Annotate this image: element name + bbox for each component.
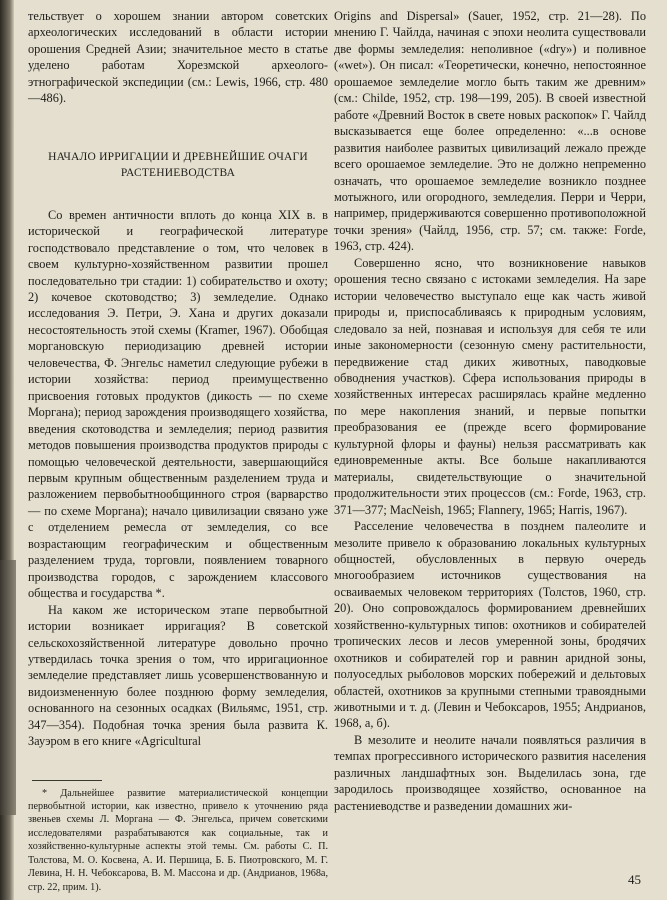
right-paragraph-3: Расселение человечества в позднем палеолите и мезолите привело к образованию локальных культурных общностей, обусловленных в первую очередь многообразием источников существования на осваиваемых человеком территориях (Толстов, 1960, стр. 20). Оно сопровождалось формированием древнейших хозяйственно-культурных типов: охотников и собирателей тропических лесов и лесов умеренной зоны, бродячих охотников и собирателей гор и равнин аридной зоны, полуоседлых рыболовов морских побережий и дельтовых областей, охотников за крупными степными травоядными животными и т. д. (Левин и Чебоксаров, 1955; Андрианов, 1968, а, б). bbox=[334, 519, 646, 731]
section-heading: НАЧАЛО ИРРИГАЦИИ И ДРЕВНЕЙШИЕ ОЧАГИ РАСТЕНИЕВОДСТВА bbox=[48, 150, 308, 179]
left-paragraph-2: На каком же историческом этапе первобытной истории возникает ирригация? В советской сельскохозяйственной литературе довольно прочно утвердилась точка зрения о том, что ирригационное земледелие представляет лишь усовершенствованную и видоизмененную более позднюю форму земледелия, основанного на сезонных осадках (Вильямс, 1951, стр. 347—354). Подобная точка зрения была развита К. Зауэром в его книге «Agricultural bbox=[28, 602, 328, 749]
left-paragraph-1: Со времен античности вплоть до конца XIX в. в исторической и географической литературе господствовало представление о том, что человек в своем культурно-хозяйственном развитии прошел последовательно три стадии: 1) собирательство и охоту; 2) кочевое скотоводство; 3) земледелие. Однако исследования Э. Петри, Э. Хана и других доказали несостоятельность этой схемы (Kramer, 1967). Обобщая моргановскую периодизацию древней истории человечества, Ф. Энгельс наметил следующие рубежи в истории хозяйства: период преимущественно присвоения готовых продуктов (дикость — по схеме Моргана); период зарождения производящего хозяйства, введения скотоводства и земледелия; период развития методов повышения производства продуктов природы с помощью человеческой деятельности, завершающийся первым крупным общественным разделением труда и разложением первобытнообщинного строя (варварство — по схеме Моргана); начало цивилизации связано уже с отделением ремесла от земледелия, со все возрастающим географическим и общественным разделением труда, торговли, появлением товарного производства городов, с зарождением классового общества и государства *. bbox=[28, 207, 328, 601]
footnote-divider bbox=[32, 780, 102, 781]
right-paragraph-1: Origins and Dispersal» (Sauer, 1952, стр. 21—28). По мнению Г. Чайлда, начиная с эпохи неолита существовали две формы земледелия: неполивное («dry») и поливное («wet»). Он писал: «Теоретически, конечно, непостоянное орошаемое земледелие могло быть таким же древним» (см.: Childe, 1952, стр. 198—199, 205). В своей известной работе «Древний Восток в свете новых раскопок» Г. Чайлд высказывается еще более определенно: «...в основе развития наиболее развитых цивилизаций лежало прежде всего орошаемое земледелие. Это не должно непременно означать, что орошаемое земледелие возникло позднее мотыжного, или огородного, земледелия. Перри и Черри, например, придерживаются совершенно противоположной точки зрения» (Чайлд, 1956, стр. 57; см. также: Forde, 1963, стр. 424). bbox=[334, 9, 646, 254]
left-intro-paragraph: тельствует о хорошем знании автором советских археологических исследований в области истории орошения Средней Азии; значительное место в статье уделено работам Хорезмской археолого-этнографической экспедиции (см.: Lewis, 1966, стр. 480—486). bbox=[28, 9, 328, 106]
page-number: 45 bbox=[628, 872, 641, 887]
right-column bbox=[334, 8, 646, 814]
right-paragraph-4: В мезолите и неолите начали появляться различия в темпах прогрессивного исторического развития населения различных ландшафтных зон. Выделилась зона, где зародилось производящее хозяйство, основанное на растениеводстве и разведении домашних жи- bbox=[334, 732, 646, 813]
left-column bbox=[28, 8, 328, 894]
book-spine-notch bbox=[0, 560, 16, 815]
footnote: * Дальнейшее развитие материалистической концепции первобытной истории, как известно, привело к уточнению ряда звеньев схемы Л. Моргана — Ф. Энгельса, причем советскими исследователями разрабатываются как социальные, так и хозяйственно-культурные аспекты этой темы. См. работы С. П. Толстова, М. О. Косвена, А. И. Першица, Б. Б. Пиотровского, М. Г. Левина, Н. Н. Чебоксарова, В. М. Массона и др. (Андрианов, 1968а, стр. 22, прим. 1). bbox=[28, 787, 328, 893]
right-paragraph-2: Совершенно ясно, что возникновение навыков орошения тесно связано с истоками земледелия. На заре истории человечество выступало еще как часть живой природы и, приспосабливаясь к природным условиям, следовало за ней, познавая и используя для себя те или иные закономерности (сезонную смену растительности, передвижение стад диких животных, паводковые обводнения участков). Сфера использования природы в хозяйственных интересах расширялась крайне медленно по мере накопления знаний, и первые попытки преобразования ее (прежде всего формирование культурной флоры и фауны) нельзя рассматривать как единовременные акты. Все больше накапливаются материалы, свидетельствующие о значительной продолжительности этих процессов (см.: Forde, 1963, стр. 371—377; MacNeish, 1965; Flannery, 1965; Harris, 1967). bbox=[334, 255, 646, 517]
